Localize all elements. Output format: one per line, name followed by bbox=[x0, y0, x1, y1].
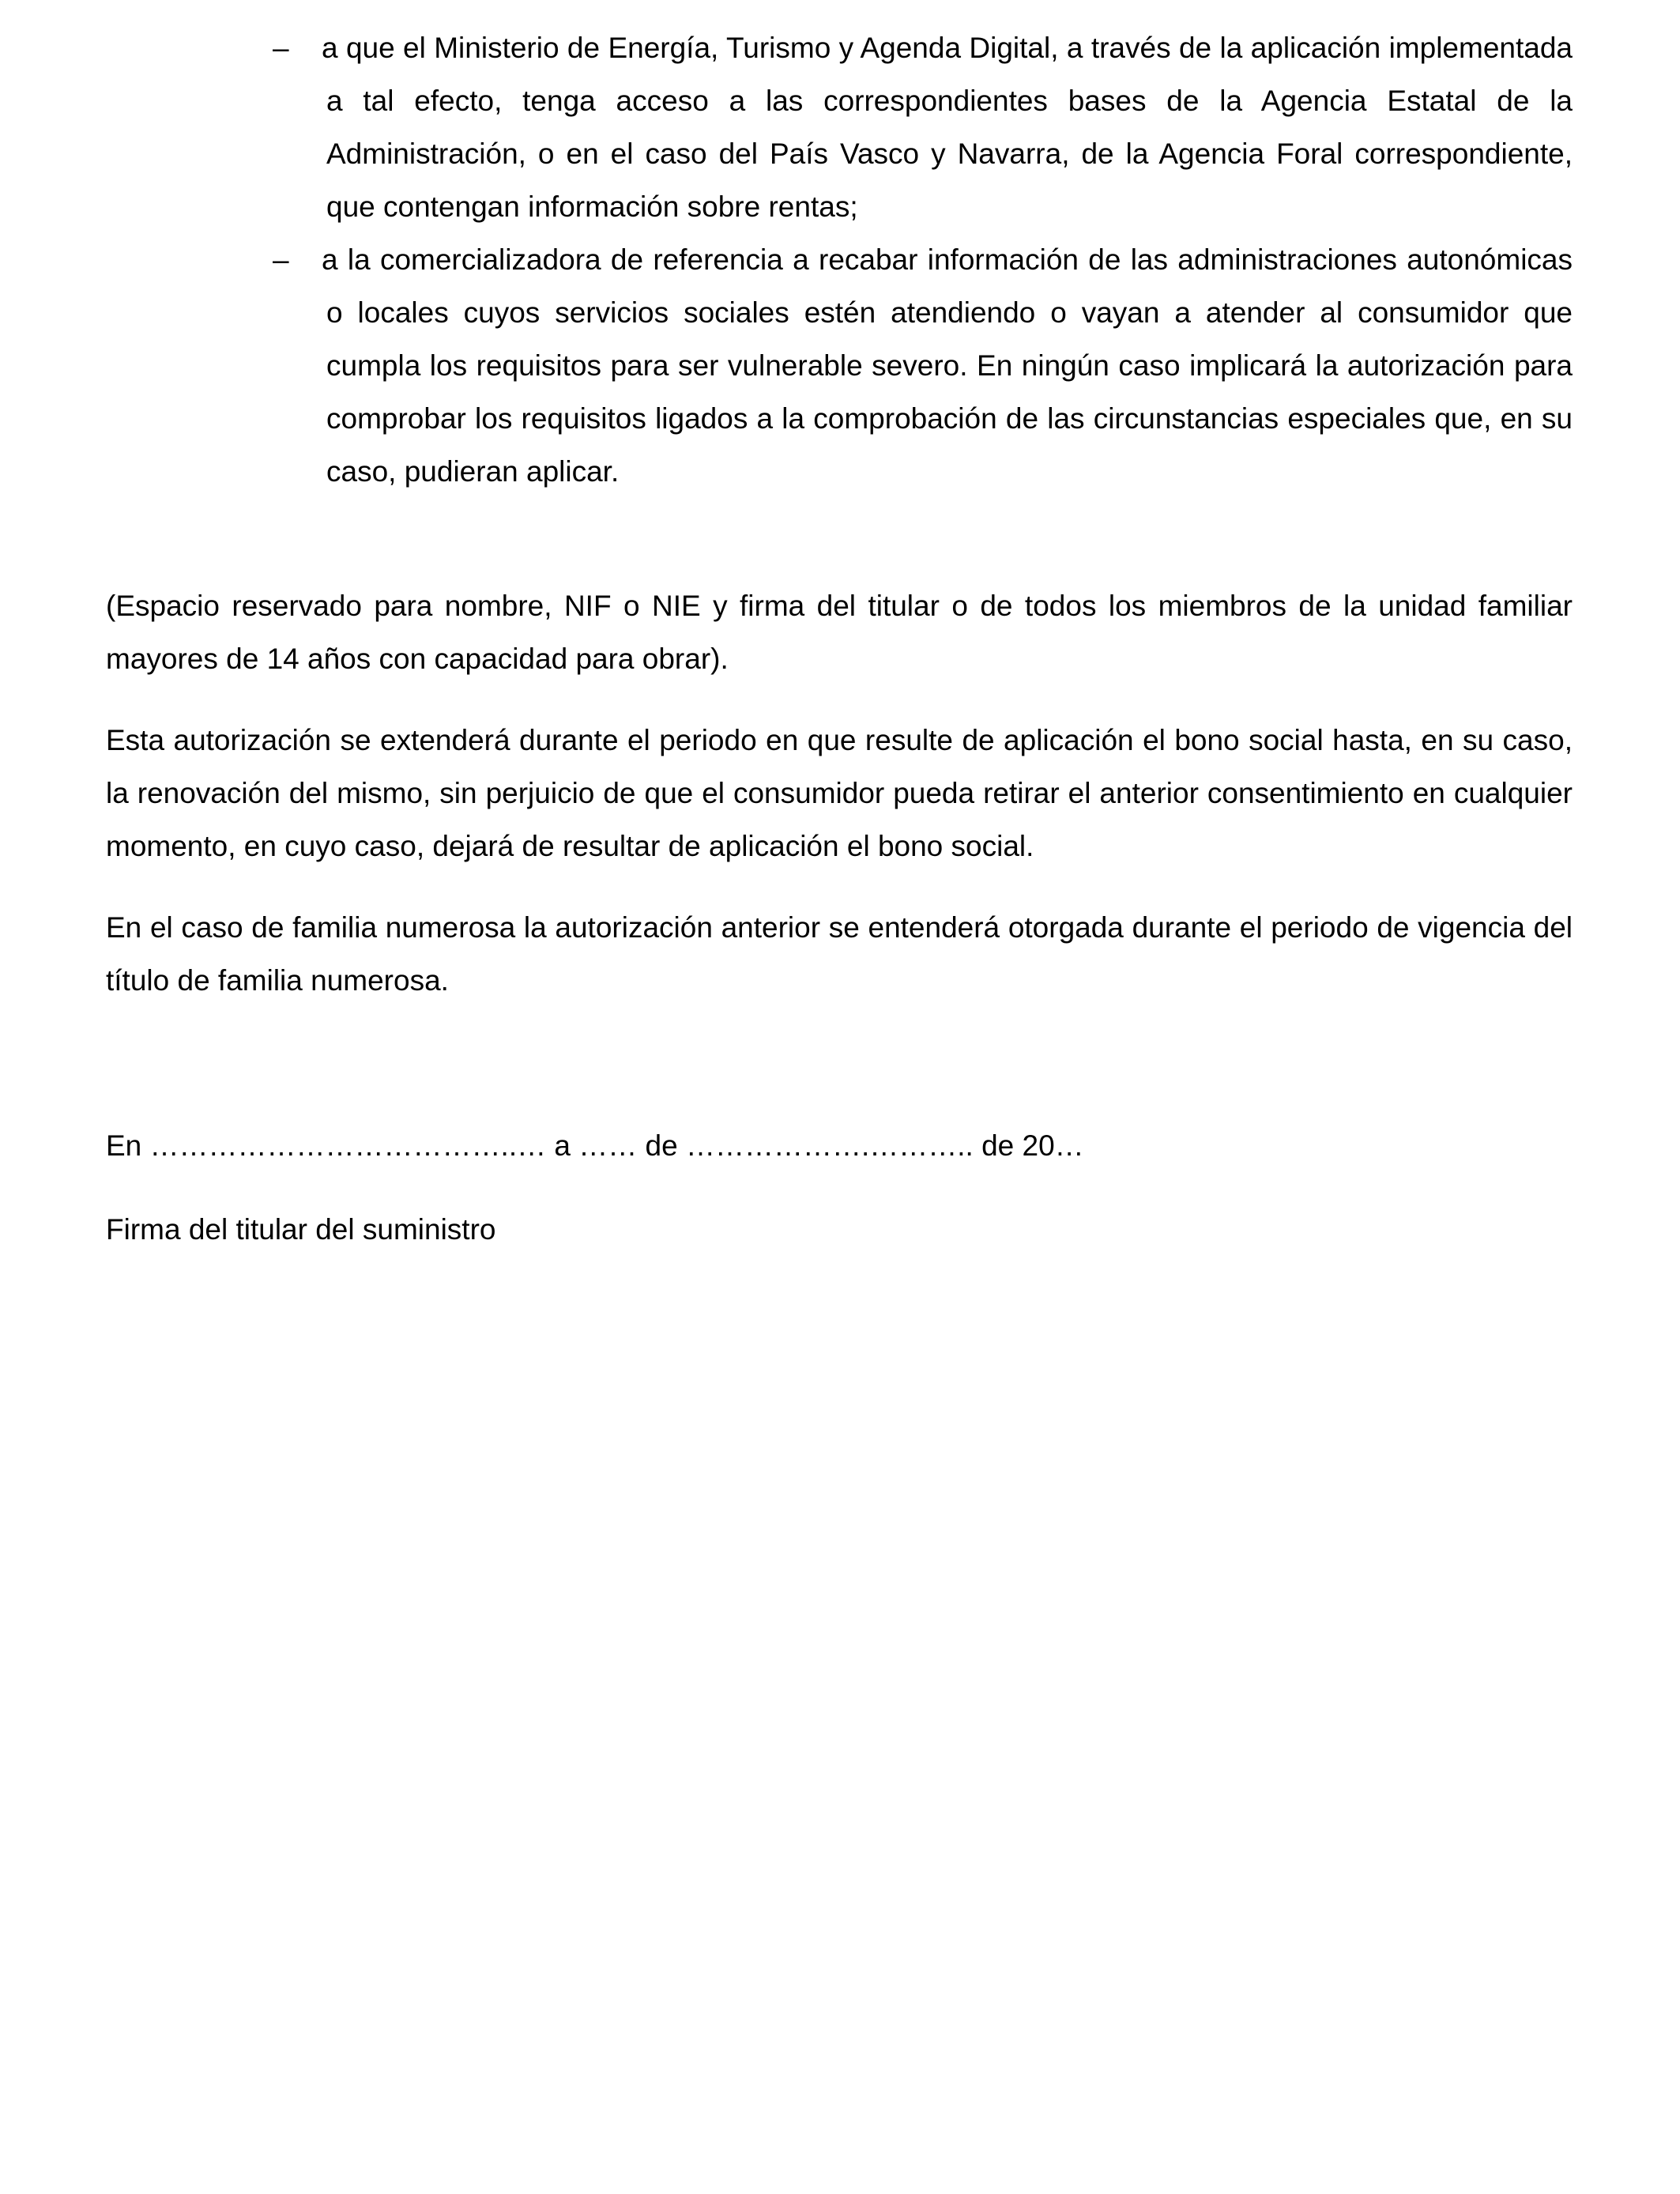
large-family-paragraph: En el caso de familia numerosa la autorización anterior se entenderá otorgada durante el periodo de vigencia del título de familia numerosa. bbox=[106, 911, 1573, 997]
list-item bbox=[273, 21, 1573, 233]
list-item-text: a la comercializadora de referencia a recabar información de las administraciones autonómicas o locales cuyos servicios sociales estén atendiendo o vayan a atender al consumidor que cumpla los requisitos para ser vulnerable severo. En ningún caso implicará la autorización para comprobar los requisitos ligados a la comprobación de las circunstancias especiales que, en su caso, pudieran aplicar. bbox=[322, 243, 1573, 488]
place-date-line: En ………………………………..… a …… de ……………….……….. de 20… bbox=[106, 1129, 1084, 1162]
list-item-text: a que el Ministerio de Energía, Turismo y Agenda Digital, a través de la aplicación implementada a tal efecto, tenga acceso a las correspondientes bases de la Agencia Estatal de la Administración, o en el caso del País Vasco y Navarra, de la Agencia Foral correspondiente, que contengan información sobre rentas; bbox=[322, 32, 1573, 223]
dash-bullet-icon: – bbox=[273, 32, 289, 64]
dash-bullet-icon: – bbox=[273, 243, 289, 276]
reserved-space-note: (Espacio reservado para nombre, NIF o NIE y firma del titular o de todos los miembros de la unidad familiar mayores de 14 años con capacidad para obrar). bbox=[106, 590, 1573, 675]
extension-paragraph: Esta autorización se extenderá durante el periodo en que resulte de aplicación el bono social hasta, en su caso, la renovación del mismo, sin perjuicio de que el consumidor pueda retirar el anterior consentimiento en cualquier momento, en cuyo caso, dejará de resultar de aplicación el bono social. bbox=[106, 724, 1573, 862]
list-item bbox=[273, 233, 1573, 498]
signature-label: Firma del titular del suministro bbox=[106, 1213, 496, 1246]
authorization-list bbox=[273, 21, 1573, 498]
